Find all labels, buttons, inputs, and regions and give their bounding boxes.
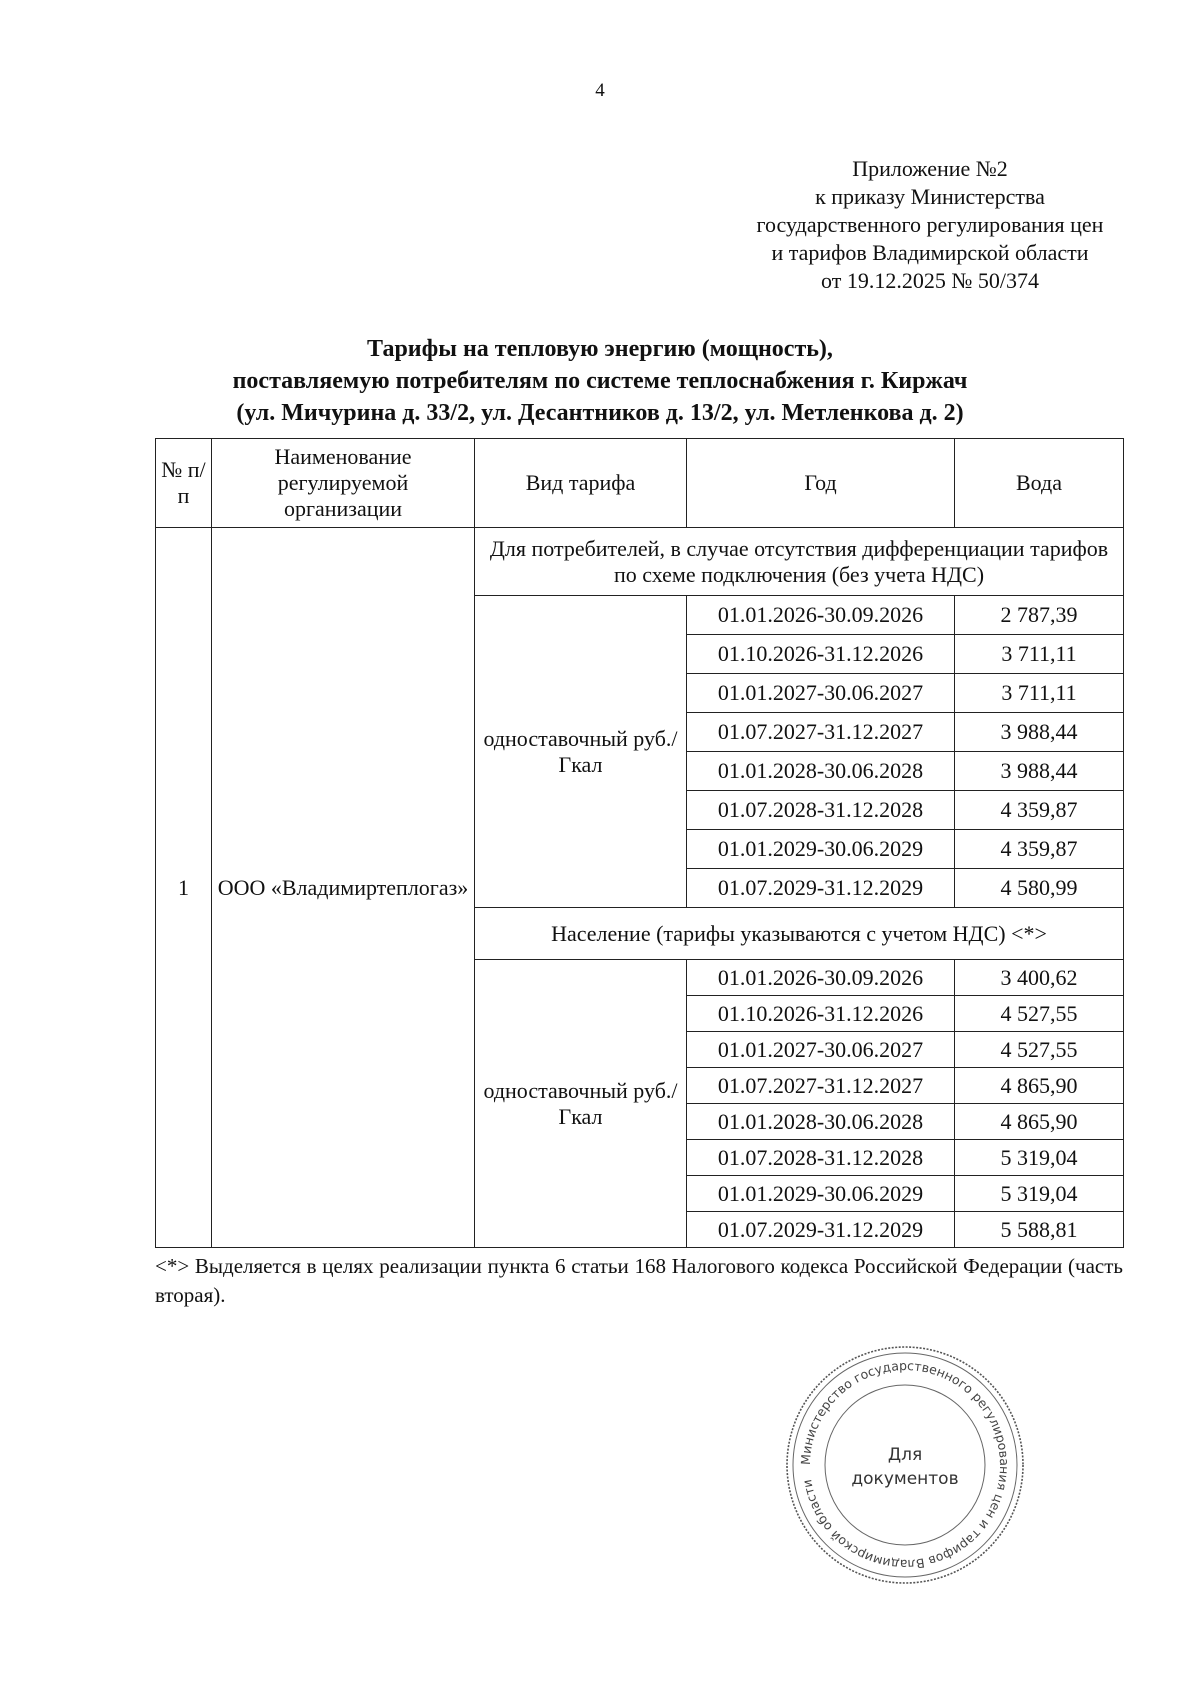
appendix-line: от 19.12.2025 № 50/374 [821,268,1039,293]
period-cell: 01.01.2028-30.06.2028 [687,1104,955,1140]
stamp-ring [793,1353,1017,1577]
period-cell: 01.10.2026-31.12.2026 [687,996,955,1032]
value-cell: 4 527,55 [955,1032,1124,1068]
period-cell: 01.01.2028-30.06.2028 [687,752,955,791]
title-line: (ул. Мичурина д. 33/2, ул. Десантников д. 13/2, ул. Метленкова д. 2) [236,400,964,426]
value-cell: 2 787,39 [955,596,1124,635]
title-line: Тарифы на тепловую энергию (мощность), [367,336,833,362]
header-organization: Наименование регулируемой организации [212,439,475,528]
period-cell: 01.07.2027-31.12.2027 [687,713,955,752]
value-cell: 3 988,44 [955,713,1124,752]
header-water: Вода [955,439,1124,528]
row-number: 1 [156,528,212,1248]
footnote: <*> Выделяется в целях реализации пункта 6 статьи 168 Налогового кодекса Российской Федерации (часть вторая). [155,1254,1123,1307]
appendix-line: к приказу Министерства [815,184,1045,209]
tariff-type: одноставочный руб./Гкал [475,596,687,908]
appendix-line: Приложение №2 [852,156,1008,181]
period-cell: 01.07.2028-31.12.2028 [687,791,955,830]
appendix-line: и тарифов Владимирской области [771,240,1089,265]
value-cell: 4 359,87 [955,830,1124,869]
period-cell: 01.01.2029-30.06.2029 [687,830,955,869]
period-cell: 01.01.2026-30.09.2026 [687,596,955,635]
period-cell: 01.01.2027-30.06.2027 [687,1032,955,1068]
period-cell: 01.07.2027-31.12.2027 [687,1068,955,1104]
header-number: № п/п [156,439,212,528]
stamp-ring-text: Министерство государственного регулирования цен и тарифов Владимирской области [797,1357,1013,1573]
appendix-header [720,155,1140,295]
stamp-inner-ring [825,1385,985,1545]
value-cell: 3 988,44 [955,752,1124,791]
section-row [156,528,1124,596]
page-number: 4 [595,80,605,101]
period-cell: 01.07.2029-31.12.2029 [687,869,955,908]
period-cell: 01.01.2027-30.06.2027 [687,674,955,713]
value-cell: 5 319,04 [955,1176,1124,1212]
period-cell: 01.01.2026-30.09.2026 [687,960,955,996]
value-cell: 3 400,62 [955,960,1124,996]
header-tariff-type: Вид тарифа [475,439,687,528]
section-title: Население (тарифы указываются с учетом НДС) <*> [475,908,1124,960]
organization-name: ООО «Владимиртеплогаз» [212,528,475,1248]
value-cell: 4 359,87 [955,791,1124,830]
value-cell: 5 319,04 [955,1140,1124,1176]
value-cell: 3 711,11 [955,674,1124,713]
stamp-outer-ring [787,1347,1023,1583]
tariff-type: одноставочный руб./Гкал [475,960,687,1248]
appendix-line: государственного регулирования цен [756,212,1104,237]
section-title: Для потребителей, в случае отсутствия дифференциации тарифов по схеме подключения (без учета НДС) [475,528,1124,596]
stamp-center-line: Для [887,1445,923,1465]
value-cell: 4 865,90 [955,1068,1124,1104]
document-title [0,333,1200,429]
period-cell: 01.01.2029-30.06.2029 [687,1176,955,1212]
tariff-table [155,438,1124,1248]
value-cell: 4 865,90 [955,1104,1124,1140]
period-cell: 01.07.2029-31.12.2029 [687,1212,955,1248]
period-cell: 01.07.2028-31.12.2028 [687,1140,955,1176]
stamp-center-line: документов [851,1469,959,1489]
header-year: Год [687,439,955,528]
value-cell: 5 588,81 [955,1212,1124,1248]
period-cell: 01.10.2026-31.12.2026 [687,635,955,674]
table-header-row [156,439,1124,528]
value-cell: 4 580,99 [955,869,1124,908]
value-cell: 4 527,55 [955,996,1124,1032]
official-stamp [780,1340,1030,1590]
value-cell: 3 711,11 [955,635,1124,674]
title-line: поставляемую потребителям по системе теплоснабжения г. Киржач [232,368,968,394]
